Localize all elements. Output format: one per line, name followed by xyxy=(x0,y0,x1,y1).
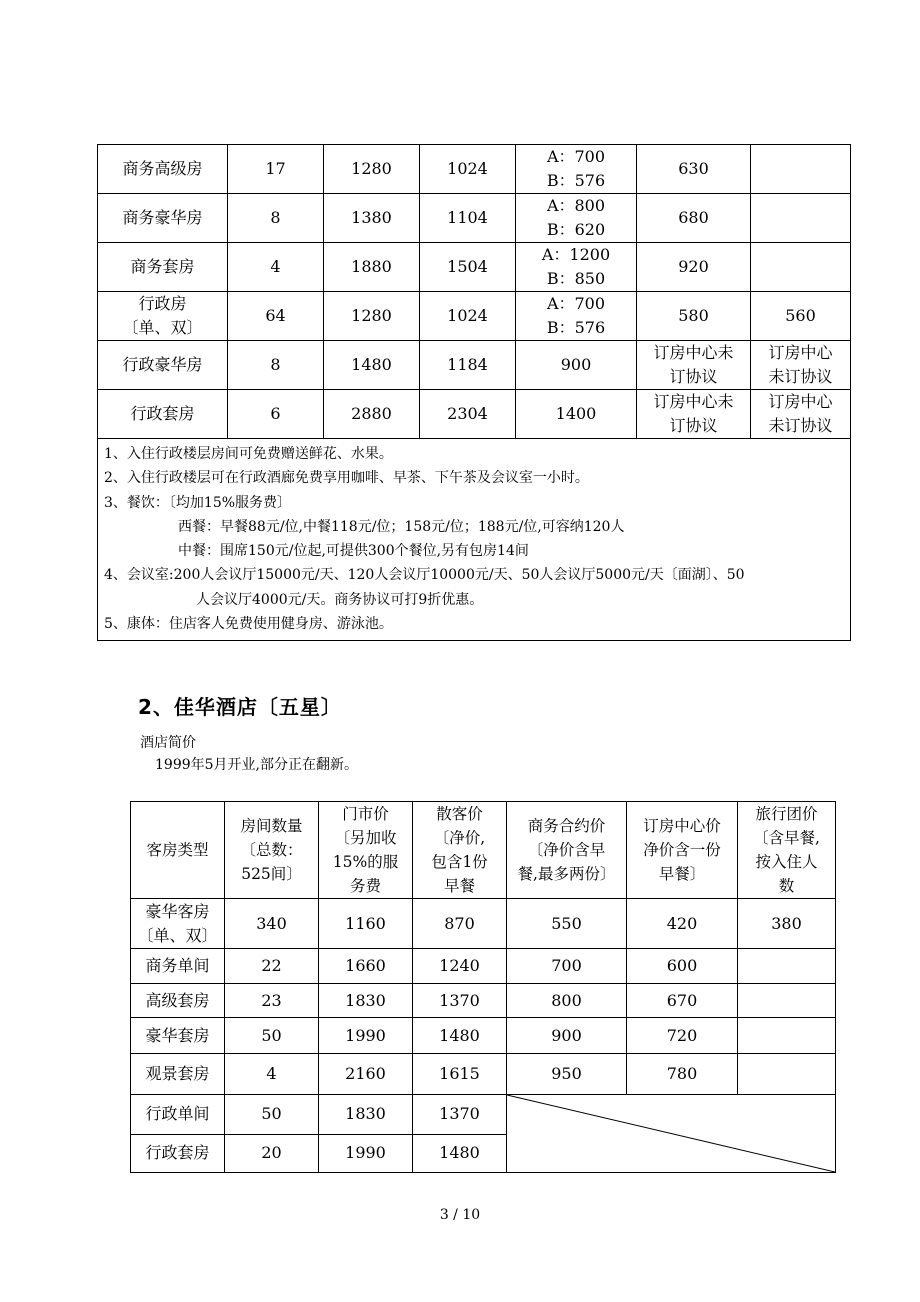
header-line: 散客价 xyxy=(436,805,483,823)
contract-rate: 950 xyxy=(507,1054,627,1095)
group-rate xyxy=(738,949,836,984)
table-row xyxy=(98,341,851,390)
room-type: 商务套房 xyxy=(98,243,228,292)
contract-rate-b: B：576 xyxy=(546,171,606,190)
room-count: 340 xyxy=(225,899,319,949)
room-type-line2: 〔单、双〕 xyxy=(122,318,203,337)
table-row xyxy=(131,984,836,1018)
note-4-cont: 人会议厅4000元/天。商务协议可打9折优惠。 xyxy=(196,591,484,608)
header-rack-rate xyxy=(319,802,413,899)
walkin-rate: 1240 xyxy=(413,949,507,984)
note-1: 1、入住行政楼层房间可免费赠送鲜花、水果。 xyxy=(104,446,393,462)
rack-rate: 2160 xyxy=(319,1054,413,1095)
room-type: 行政单间 xyxy=(131,1095,225,1135)
room-count: 4 xyxy=(228,243,324,292)
room-type: 行政套房 xyxy=(98,390,228,439)
header-line: 15%的服 xyxy=(332,853,399,871)
diagonal-strike xyxy=(507,1095,835,1172)
table-row xyxy=(131,949,836,984)
center-rate-line2: 订协议 xyxy=(669,367,718,386)
room-rate-table-2 xyxy=(130,801,836,1173)
center-rate: 780 xyxy=(627,1054,738,1095)
header-line: 〔含早餐, xyxy=(753,829,820,847)
header-line: 〔净价, xyxy=(433,829,486,847)
diagonal-line xyxy=(507,1095,835,1172)
room-count: 64 xyxy=(228,292,324,341)
header-line: 旅行团价 xyxy=(755,805,818,823)
center-rate: 670 xyxy=(627,984,738,1018)
walkin-rate: 1370 xyxy=(413,984,507,1018)
room-type-line2: 〔单、双〕 xyxy=(137,925,218,945)
walkin-rate: 870 xyxy=(413,899,507,949)
room-type: 商务高级房 xyxy=(98,145,228,194)
group-rate-line2: 未订协议 xyxy=(768,416,833,435)
center-rate: 600 xyxy=(627,949,738,984)
center-rate: 680 xyxy=(637,194,751,243)
room-count: 22 xyxy=(225,949,319,984)
rack-rate: 1990 xyxy=(319,1134,413,1173)
table-row xyxy=(131,1018,836,1054)
walkin-rate: 1480 xyxy=(413,1018,507,1054)
room-rate-table-1 xyxy=(97,144,851,641)
center-rate-line1: 订房中心未 xyxy=(653,343,734,362)
group-rate xyxy=(751,341,851,390)
group-rate xyxy=(738,1054,836,1095)
header-line: 门市价 xyxy=(342,805,389,823)
group-rate xyxy=(751,145,851,194)
contract-rate-a: A：800 xyxy=(546,196,606,215)
group-rate-line1: 订房中心 xyxy=(768,343,833,362)
room-type: 行政豪华房 xyxy=(98,341,228,390)
group-rate xyxy=(751,194,851,243)
notes-cell xyxy=(98,439,851,641)
rack-rate: 1660 xyxy=(319,949,413,984)
header-walkin-rate xyxy=(413,802,507,899)
group-rate: 560 xyxy=(751,292,851,341)
contract-rate-b: B：620 xyxy=(546,220,606,239)
rack-rate: 1380 xyxy=(324,194,420,243)
rack-rate: 1830 xyxy=(319,1095,413,1135)
room-type-line1: 行政房 xyxy=(138,294,187,313)
room-type xyxy=(98,292,228,341)
header-line: 包含1份 xyxy=(431,853,488,871)
note-5: 5、康体：住店客人免费使用健身房、游泳池。 xyxy=(104,616,393,633)
contract-rate-b: B：850 xyxy=(546,269,606,288)
contract-rate: 800 xyxy=(507,984,627,1018)
table-row xyxy=(98,390,851,439)
center-rate: 630 xyxy=(637,145,751,194)
header-line: 早餐 xyxy=(443,877,475,895)
contract-rate: 900 xyxy=(507,1018,627,1054)
note-3-chinese: 中餐：围席150元/位起,可提供300个餐位,另有包房14间 xyxy=(178,543,529,560)
table-row xyxy=(131,899,836,949)
contract-rate-a: A：700 xyxy=(546,294,606,313)
rack-rate: 1160 xyxy=(319,899,413,949)
contract-rate: 700 xyxy=(507,949,627,984)
center-rate-line1: 订房中心未 xyxy=(653,392,734,411)
room-count: 23 xyxy=(225,984,319,1018)
contract-rate-b: B：576 xyxy=(546,318,606,337)
room-type-line1: 豪华客房 xyxy=(145,901,210,921)
note-3-western: 西餐：早餐88元/位,中餐118元/位；158元/位；188元/位,可容纳120人 xyxy=(178,518,625,535)
group-rate xyxy=(738,984,836,1018)
header-line: 订房中心价 xyxy=(643,817,721,835)
header-center-rate xyxy=(627,802,738,899)
header-line: 〔另加收 xyxy=(334,829,397,847)
contract-rate: 1400 xyxy=(516,390,637,439)
center-rate xyxy=(637,341,751,390)
contract-rate: 550 xyxy=(507,899,627,949)
contract-rate xyxy=(516,292,637,341)
room-type: 高级套房 xyxy=(131,984,225,1018)
section-subtitle: 酒店简价 xyxy=(140,735,196,751)
room-type: 豪华套房 xyxy=(131,1018,225,1054)
walkin-rate: 1104 xyxy=(420,194,516,243)
note-3: 3、餐饮：〔均加15%服务费〕 xyxy=(104,494,292,511)
contract-rate: 900 xyxy=(516,341,637,390)
group-rate-line2: 未订协议 xyxy=(768,367,833,386)
notes-row xyxy=(98,439,851,641)
section-intro: 1999年5月开业,部分正在翻新。 xyxy=(155,757,358,773)
room-count: 50 xyxy=(225,1018,319,1054)
header-line: 房间数量 xyxy=(240,817,303,835)
table-row xyxy=(131,1054,836,1095)
header-group-rate xyxy=(738,802,836,899)
header-room-type: 客房类型 xyxy=(131,802,225,899)
walkin-rate: 1024 xyxy=(420,292,516,341)
room-count: 50 xyxy=(225,1095,319,1135)
rack-rate: 1480 xyxy=(324,341,420,390)
table-row xyxy=(98,145,851,194)
group-rate xyxy=(738,1018,836,1054)
section-title: 2、佳华酒店〔五星〕 xyxy=(138,695,342,719)
rack-rate: 1280 xyxy=(324,292,420,341)
contract-rate-a: A：700 xyxy=(546,147,606,166)
contract-rate xyxy=(516,194,637,243)
walkin-rate: 1480 xyxy=(413,1134,507,1173)
table-row xyxy=(98,194,851,243)
header-line: 早餐〕 xyxy=(658,865,706,883)
center-rate: 720 xyxy=(627,1018,738,1054)
page-number: 3 / 10 xyxy=(439,1207,481,1223)
room-count: 8 xyxy=(228,341,324,390)
room-type: 商务豪华房 xyxy=(98,194,228,243)
room-type: 行政套房 xyxy=(131,1134,225,1173)
table-row xyxy=(98,292,851,341)
walkin-rate: 1370 xyxy=(413,1095,507,1135)
center-rate: 420 xyxy=(627,899,738,949)
room-count: 6 xyxy=(228,390,324,439)
center-rate xyxy=(637,390,751,439)
header-line: 数 xyxy=(778,877,795,895)
room-count: 20 xyxy=(225,1134,319,1173)
walkin-rate: 1504 xyxy=(420,243,516,292)
walkin-rate: 2304 xyxy=(420,390,516,439)
room-count: 4 xyxy=(225,1054,319,1095)
room-type: 观景套房 xyxy=(131,1054,225,1095)
room-type: 商务单间 xyxy=(131,949,225,984)
rack-rate: 2880 xyxy=(324,390,420,439)
header-line: 〔净价含早 xyxy=(527,841,606,859)
note-4: 4、会议室:200人会议厅15000元/天、120人会议厅10000元/天、50人会议厅5000元/天〔面湖〕、50 xyxy=(104,567,745,584)
note-2: 2、入住行政楼层可在行政酒廊免费享用咖啡、早茶、下午茶及会议室一小时。 xyxy=(104,470,589,487)
room-type xyxy=(131,899,225,949)
walkin-rate: 1184 xyxy=(420,341,516,390)
header-room-count xyxy=(225,802,319,899)
walkin-rate: 1024 xyxy=(420,145,516,194)
group-rate xyxy=(751,243,851,292)
table-row xyxy=(98,243,851,292)
rack-rate: 1880 xyxy=(324,243,420,292)
contract-rate xyxy=(516,243,637,292)
room-count: 17 xyxy=(228,145,324,194)
rack-rate: 1280 xyxy=(324,145,420,194)
center-rate: 580 xyxy=(637,292,751,341)
center-rate: 920 xyxy=(637,243,751,292)
group-rate-line1: 订房中心 xyxy=(768,392,833,411)
header-line: 商务合约价 xyxy=(527,817,606,835)
empty-diagonal-cell xyxy=(507,1095,836,1173)
table-row xyxy=(131,1095,836,1135)
header-line: 525间〕 xyxy=(241,865,302,883)
header-line: 净价含一份 xyxy=(643,841,721,859)
group-rate: 380 xyxy=(738,899,836,949)
group-rate xyxy=(751,390,851,439)
header-contract-rate xyxy=(507,802,627,899)
contract-rate-a: A：1200 xyxy=(541,245,611,264)
rack-rate: 1990 xyxy=(319,1018,413,1054)
header-line: 〔总数： xyxy=(240,841,303,859)
rack-rate: 1830 xyxy=(319,984,413,1018)
header-row xyxy=(131,802,836,899)
header-line: 务费 xyxy=(349,877,381,895)
walkin-rate: 1615 xyxy=(413,1054,507,1095)
header-line: 餐,最多两份〕 xyxy=(517,865,616,883)
room-count: 8 xyxy=(228,194,324,243)
header-line: 按入住人 xyxy=(755,853,818,871)
center-rate-line2: 订协议 xyxy=(669,416,718,435)
contract-rate xyxy=(516,145,637,194)
